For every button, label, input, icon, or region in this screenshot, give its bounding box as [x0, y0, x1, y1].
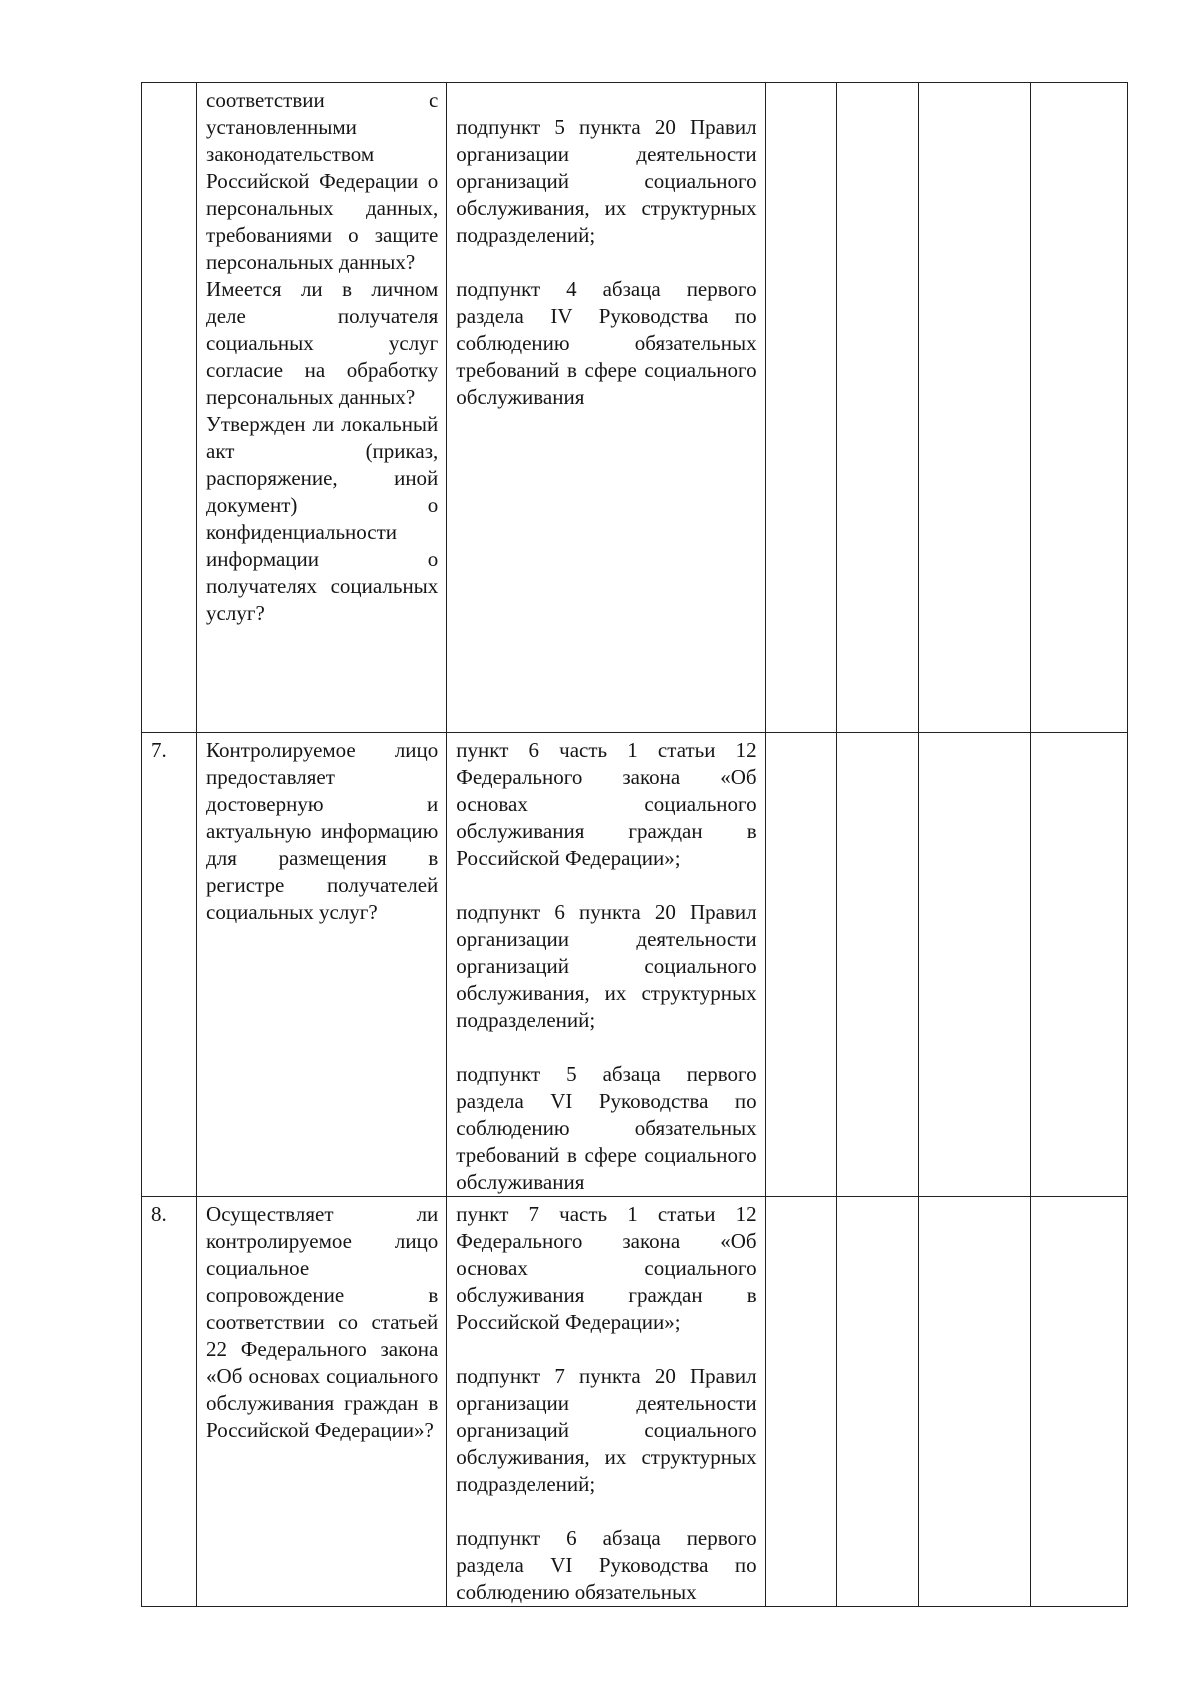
row-number-cell: [142, 1197, 197, 1607]
requisite-text: пункт 7 часть 1 статьи 12 Федерального закона «Об основах социального обслуживания граждан в Российской Федерации»;: [456, 1202, 757, 1334]
requisite-text: подпункт 5 пункта 20 Правил организации деятельности организаций социального обслуживания, их структурных подразделений;: [456, 115, 757, 247]
requisite-text: подпункт 4 абзаца первого раздела IV Руководства по соблюдению обязательных требований в сфере социального обслуживания: [456, 277, 757, 409]
question-cell: [197, 733, 447, 1197]
not-applicable-cell: [918, 733, 1030, 1197]
answer-no-cell: [836, 733, 918, 1197]
answer-no-cell: [836, 1197, 918, 1607]
question-cell: [197, 1197, 447, 1607]
question-cell: [197, 83, 447, 733]
requisite-text: подпункт 6 абзаца первого раздела VI Руководства по соблюдению обязательных: [456, 1526, 757, 1604]
row-number-cell: [142, 733, 197, 1197]
not-applicable-cell: [918, 1197, 1030, 1607]
checklist-table: [141, 82, 1128, 1607]
question-text: Осуществляет ли контролируемое лицо социальное сопровождение в соответствии со статьей 22 Федерального закона «Об основах социального обслуживания граждан в Российской Федерации»?: [206, 1202, 439, 1442]
note-cell: [1030, 733, 1127, 1197]
row-number-cell: [142, 83, 197, 733]
question-text: соответствии с установленными законодательством Российской Федерации о персональных данных, требованиями о защите персональных данных?: [206, 88, 439, 274]
table-row: [142, 83, 1128, 733]
question-text: Утвержден ли локальный акт (приказ, распоряжение, иной документ) о конфиденциальности информации о получателях социальных услуг?: [206, 412, 439, 625]
note-cell: [1030, 1197, 1127, 1607]
requisite-text: подпункт 5 абзаца первого раздела VI Руководства по соблюдению обязательных требований в сфере социального обслуживания: [456, 1062, 757, 1194]
table-row: [142, 1197, 1128, 1607]
answer-yes-cell: [765, 83, 836, 733]
table-row: [142, 733, 1128, 1197]
requisites-cell: [447, 1197, 765, 1607]
requisite-text: пункт 6 часть 1 статьи 12 Федерального закона «Об основах социального обслуживания граждан в Российской Федерации»;: [456, 738, 757, 870]
question-text: Имеется ли в личном деле получателя социальных услуг согласие на обработку персональных данных?: [206, 277, 439, 409]
answer-yes-cell: [765, 733, 836, 1197]
requisites-cell: [447, 733, 765, 1197]
not-applicable-cell: [918, 83, 1030, 733]
requisite-text: подпункт 6 пункта 20 Правил организации деятельности организаций социального обслуживания, их структурных подразделений;: [456, 900, 757, 1032]
row-number: 7.: [151, 738, 167, 762]
answer-yes-cell: [765, 1197, 836, 1607]
question-text: Контролируемое лицо предоставляет достоверную и актуальную информацию для размещения в регистре получателей социальных услуг?: [206, 738, 439, 924]
row-number: 8.: [151, 1202, 167, 1226]
answer-no-cell: [836, 83, 918, 733]
requisites-cell: [447, 83, 765, 733]
requisite-text: подпункт 7 пункта 20 Правил организации деятельности организаций социального обслуживания, их структурных подразделений;: [456, 1364, 757, 1496]
note-cell: [1030, 83, 1127, 733]
